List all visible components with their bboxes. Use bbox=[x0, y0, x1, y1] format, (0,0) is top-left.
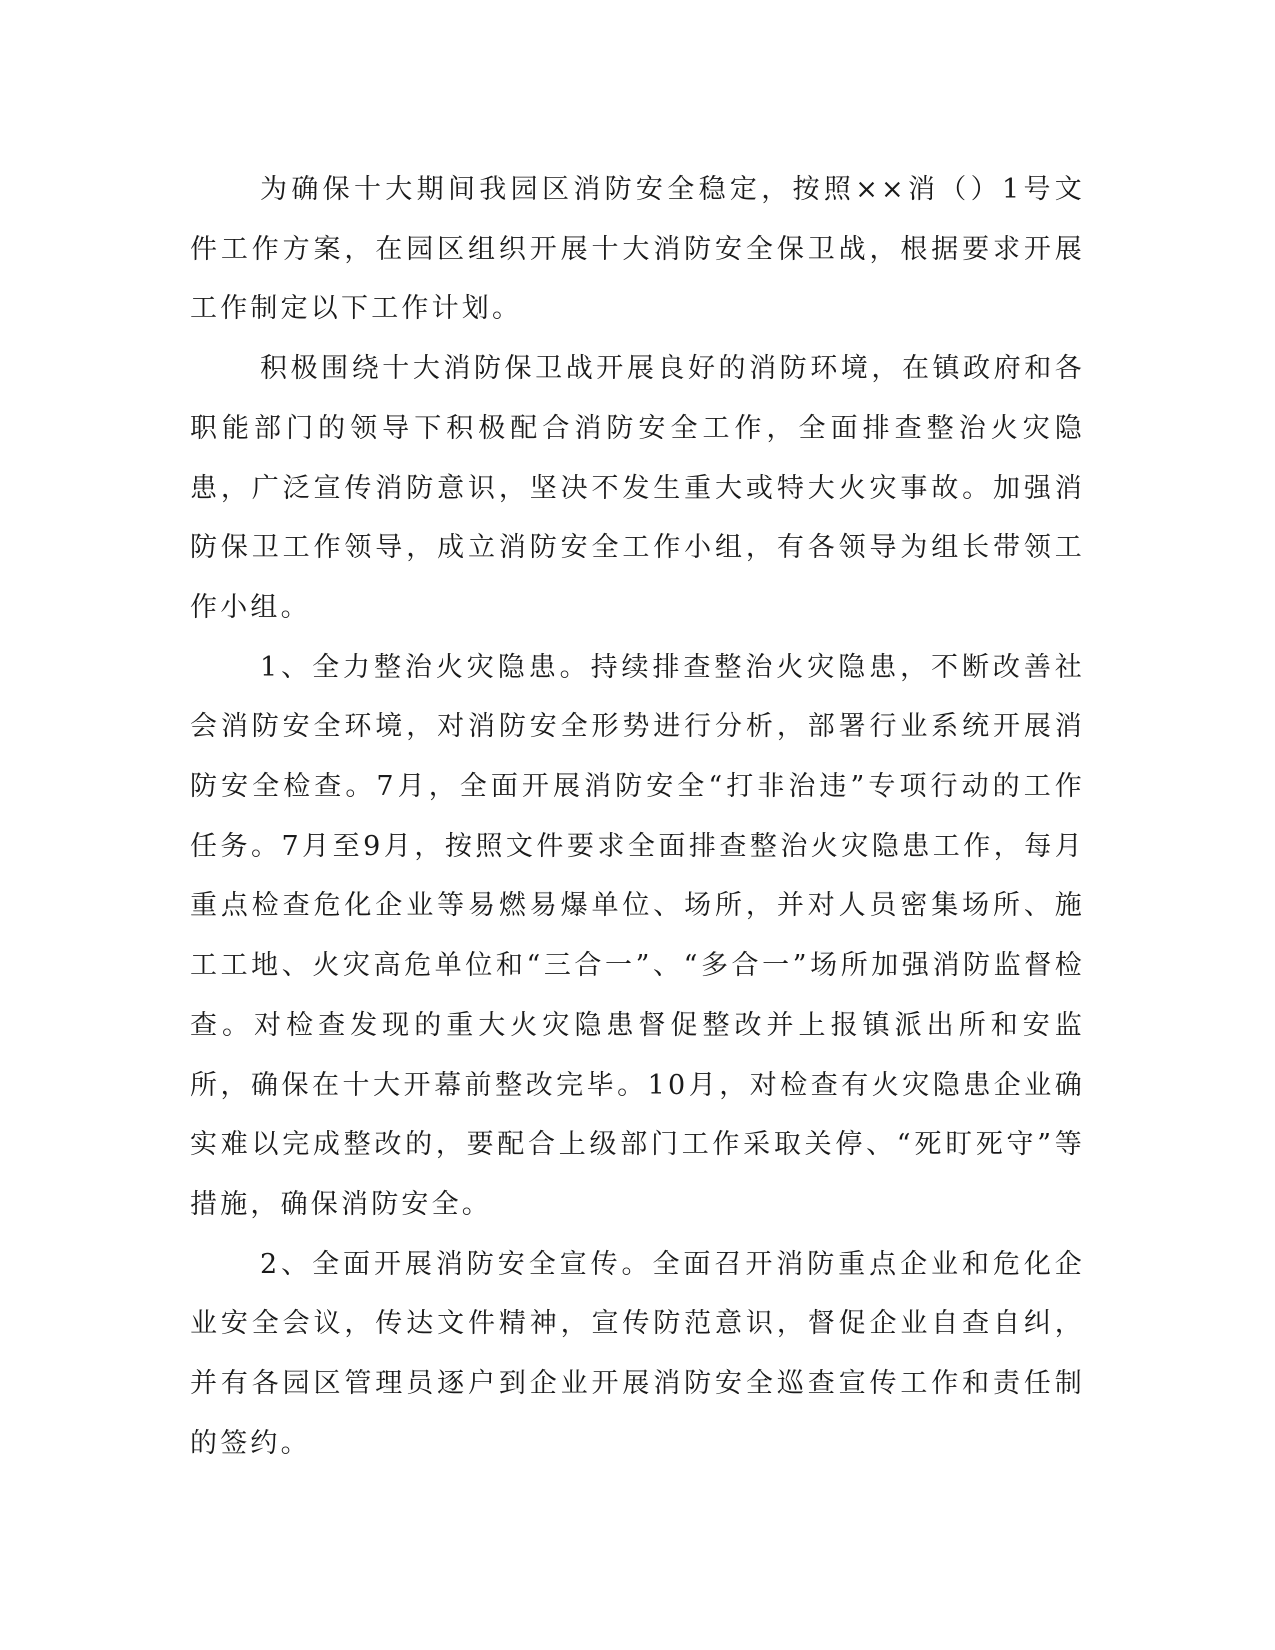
paragraph-overview: 积极围绕十大消防保卫战开展良好的消防环境，在镇政府和各职能部门的领导下积极配合消防安全工作，全面排查整治火灾隐患，广泛宣传消防意识，坚决不发生重大或特大火灾事故。加强消防保卫工作领导，成立消防安全工作小组，有各领导为组长带领工作小组。 bbox=[190, 353, 1085, 623]
document-body bbox=[190, 160, 1085, 1473]
paragraph-item-1: 1、全力整治火灾隐患。持续排查整治火灾隐患，不断改善社会消防安全环境，对消防安全形势进行分析，部署行业系统开展消防安全检查。7月，全面开展消防安全“打非治违”专项行动的工作任务。7月至9月，按照文件要求全面排查整治火灾隐患工作，每月重点检查危化企业等易燃易爆单位、场所，并对人员密集场所、施工工地、火灾高危单位和“三合一”、“多合一”场所加强消防监督检查。对检查发现的重大火灾隐患督促整改并上报镇派出所和安监所，确保在十大开幕前整改完毕。10月，对检查有火灾隐患企业确实难以完成整改的，要配合上级部门工作采取关停、“死盯死守”等措施，确保消防安全。 bbox=[190, 651, 1085, 1220]
paragraph-intro: 为确保十大期间我园区消防安全稳定，按照××消（）1号文件工作方案，在园区组织开展十大消防安全保卫战，根据要求开展工作制定以下工作计划。 bbox=[190, 174, 1085, 325]
paragraph-item-2: 2、全面开展消防安全宣传。全面召开消防重点企业和危化企业安全会议，传达文件精神，宣传防范意识，督促企业自查自纠，并有各园区管理员逐户到企业开展消防安全巡查宣传工作和责任制的签约。 bbox=[190, 1248, 1085, 1459]
